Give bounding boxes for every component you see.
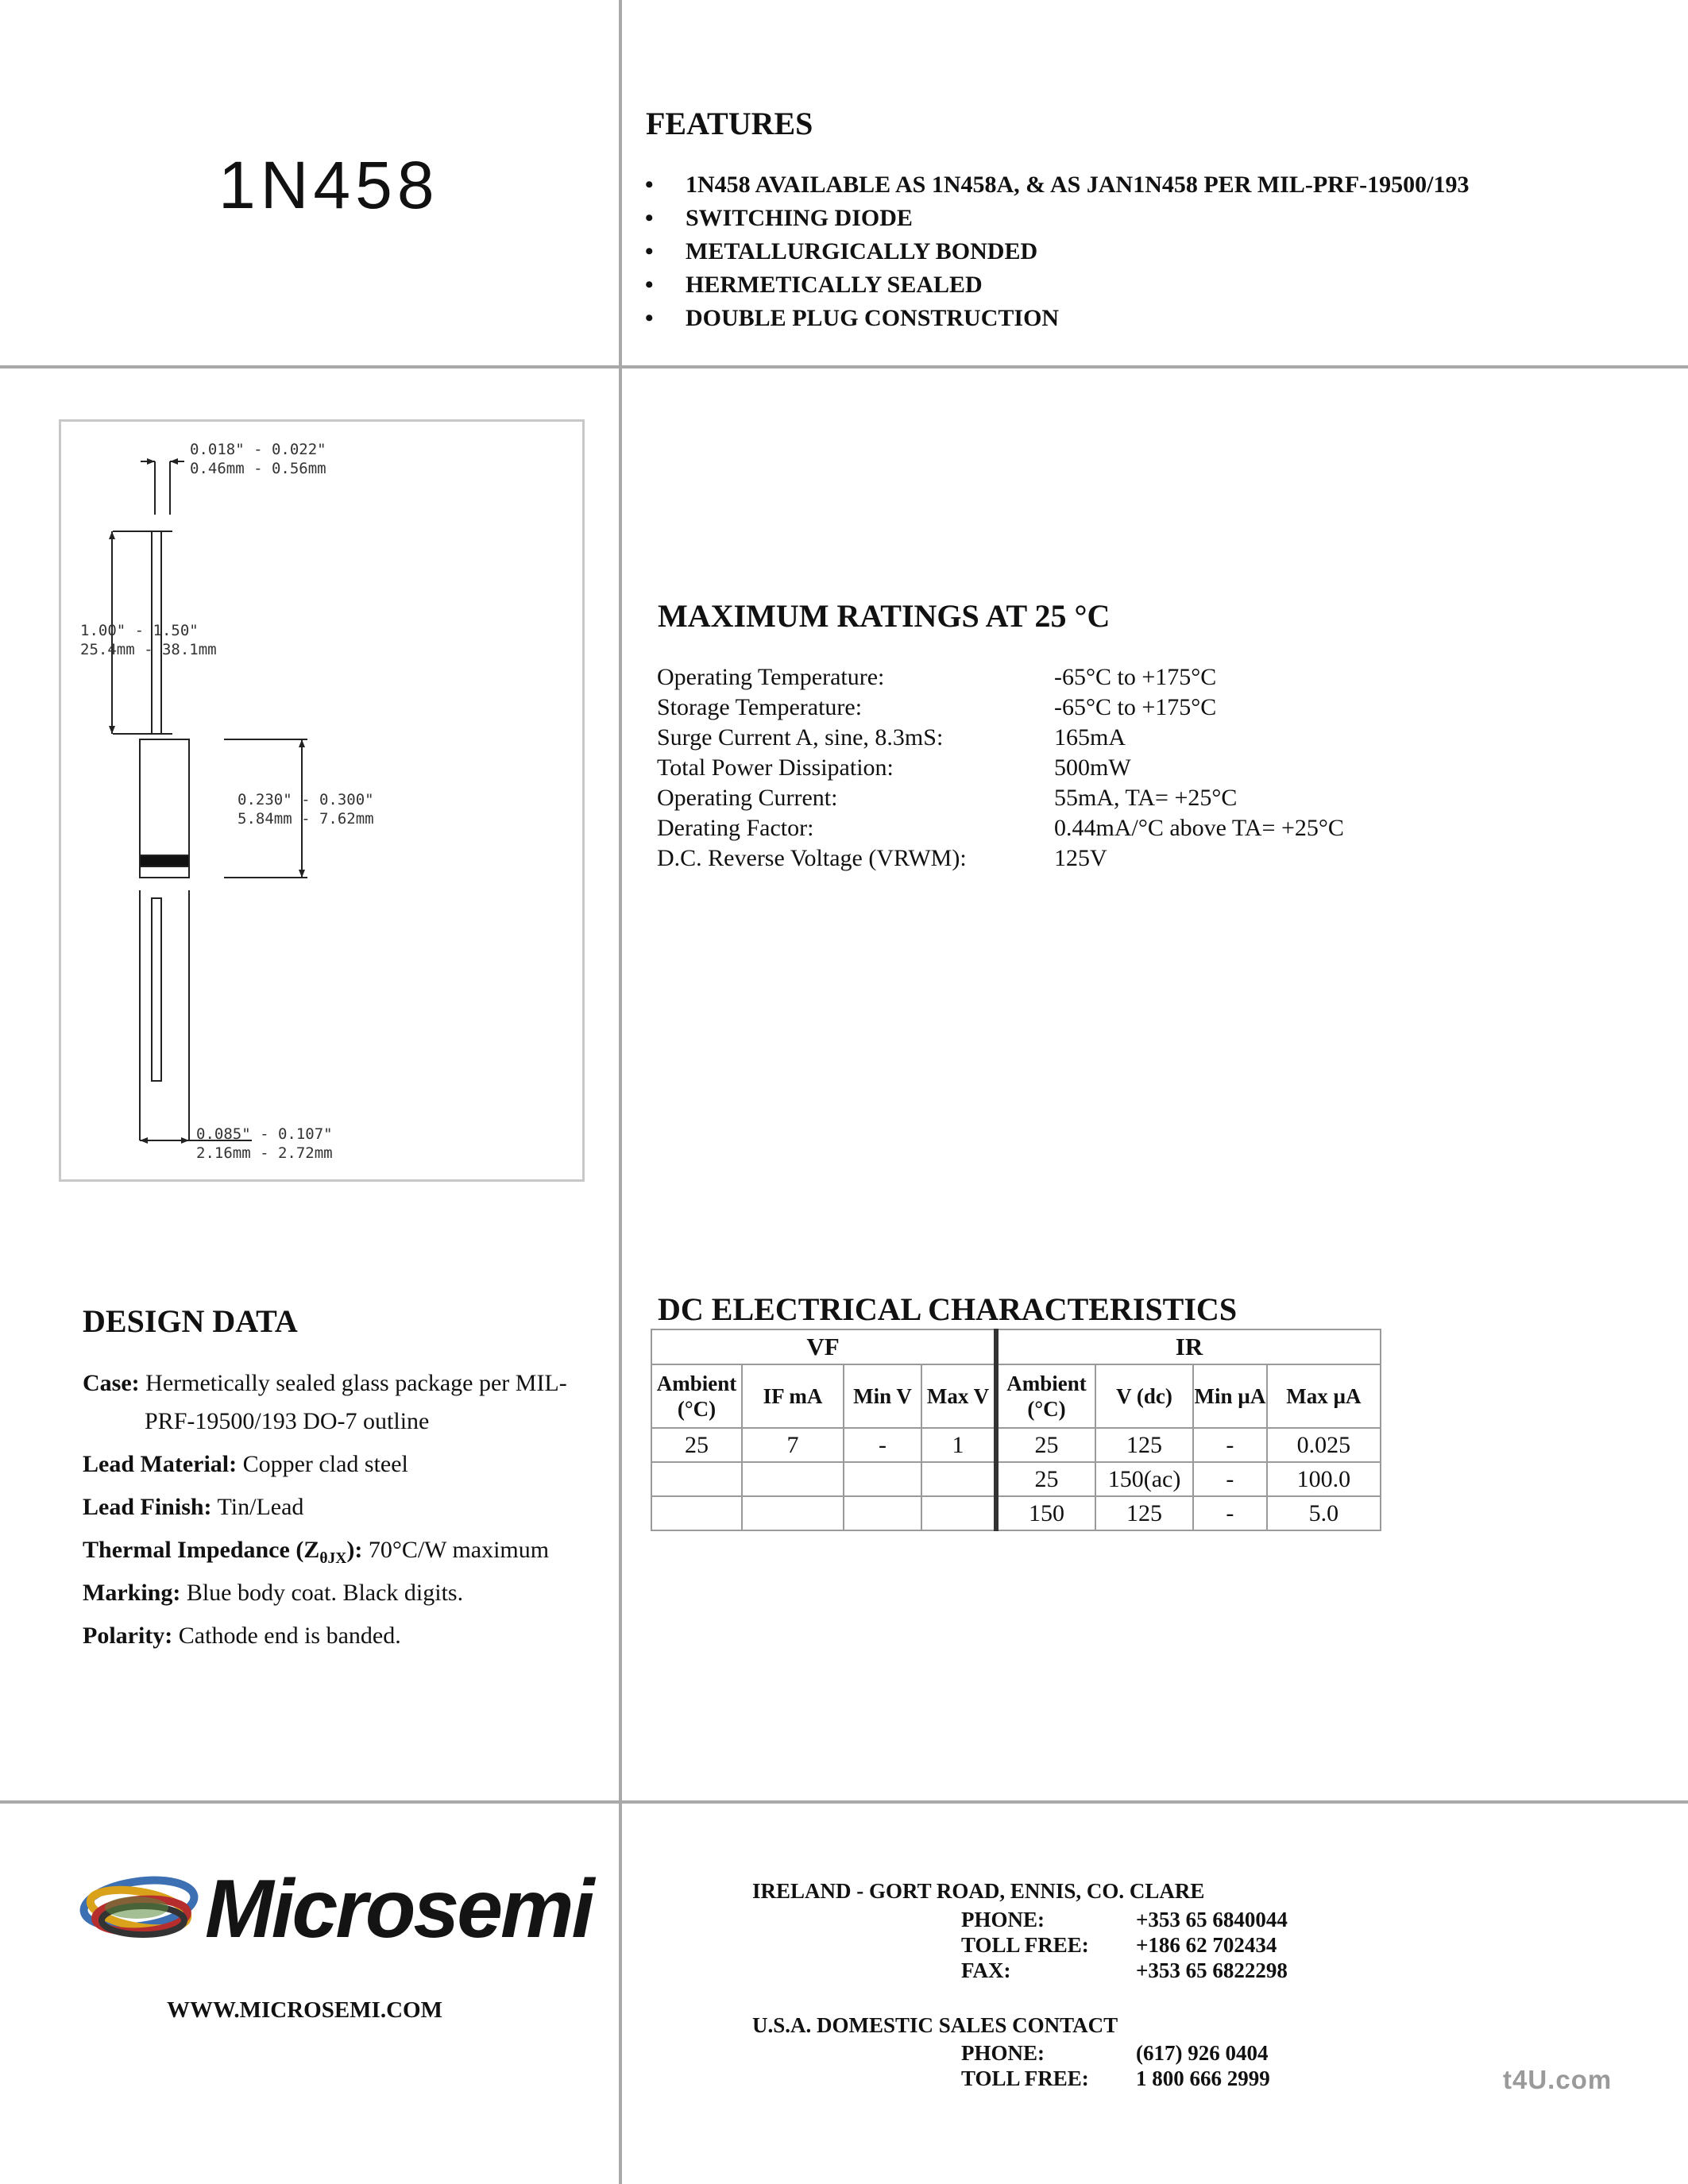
design-data-list bbox=[83, 1366, 567, 1661]
column-header: Ambient (°C) bbox=[996, 1364, 1095, 1428]
bullet-icon: • bbox=[645, 205, 654, 231]
dc-characteristics-table bbox=[651, 1329, 1381, 1531]
design-lead-finish: Lead Finish: Tin/Lead bbox=[83, 1494, 304, 1520]
table-cell: 125 bbox=[1095, 1496, 1193, 1530]
lead-diameter-inch: 0.018" - 0.022" bbox=[190, 441, 326, 458]
rating-value: -65°C to +175°C bbox=[1054, 694, 1217, 720]
contact-value: +186 62 702434 bbox=[1136, 1933, 1277, 1957]
contact-label: TOLL FREE: bbox=[961, 2066, 1089, 2090]
rating-value: -65°C to +175°C bbox=[1054, 664, 1217, 690]
body-length-mm: 5.84mm - 7.62mm bbox=[238, 810, 374, 828]
table-cell: - bbox=[844, 1428, 921, 1462]
feature-item: • METALLURGICALLY BONDED bbox=[642, 235, 1469, 268]
lead-length-mm: 25.4mm - 38.1mm bbox=[80, 641, 217, 658]
contact-label: PHONE: bbox=[961, 2041, 1045, 2065]
diode-outline-drawing bbox=[61, 422, 582, 1179]
table-cell bbox=[742, 1496, 844, 1530]
rating-label: Total Power Dissipation: bbox=[657, 754, 894, 781]
rating-row bbox=[657, 783, 1372, 813]
body-diameter-inch: 0.085" - 0.107" bbox=[196, 1125, 333, 1143]
row-divider-top bbox=[0, 365, 1688, 369]
watermark: t4U.com bbox=[1503, 2065, 1613, 2094]
rating-label: Derating Factor: bbox=[657, 815, 814, 841]
rating-row bbox=[657, 813, 1372, 843]
vf-group-header: VF bbox=[651, 1329, 996, 1364]
rating-row bbox=[657, 723, 1372, 753]
table-cell: - bbox=[1193, 1496, 1267, 1530]
rating-label: Operating Current: bbox=[657, 785, 838, 811]
ireland-contact bbox=[961, 1908, 1358, 1987]
contact-label: PHONE: bbox=[961, 1908, 1045, 1931]
table-cell bbox=[651, 1462, 742, 1496]
contact-value: +353 65 6840044 bbox=[1136, 1908, 1288, 1931]
rating-label: Storage Temperature: bbox=[657, 694, 863, 720]
table-cell: 125 bbox=[1095, 1428, 1193, 1462]
max-ratings-list bbox=[657, 662, 1372, 874]
rating-label: D.C. Reverse Voltage (VRWM): bbox=[657, 845, 967, 871]
rating-row bbox=[657, 753, 1372, 783]
features-list bbox=[642, 168, 1469, 335]
row-divider-bottom bbox=[0, 1800, 1688, 1804]
column-header: IF mA bbox=[742, 1364, 844, 1428]
table-cell: 7 bbox=[742, 1428, 844, 1462]
design-marking: Marking: Blue body coat. Black digits. bbox=[83, 1580, 464, 1606]
lead-diameter-mm: 0.46mm - 0.56mm bbox=[190, 460, 326, 477]
table-cell bbox=[651, 1496, 742, 1530]
column-header: V (dc) bbox=[1095, 1364, 1193, 1428]
contact-value: 1 800 666 2999 bbox=[1136, 2066, 1270, 2090]
body-length-inch: 0.230" - 0.300" bbox=[238, 791, 374, 808]
usa-contact bbox=[961, 2041, 1358, 2097]
rating-label: Operating Temperature: bbox=[657, 664, 885, 690]
rating-value: 125V bbox=[1054, 845, 1107, 871]
rating-row bbox=[657, 662, 1372, 693]
table-cell: 25 bbox=[651, 1428, 742, 1462]
contact-label: TOLL FREE: bbox=[961, 1933, 1089, 1957]
features-heading: FEATURES bbox=[646, 106, 813, 141]
bullet-icon: • bbox=[645, 305, 654, 331]
table-cell: 150(ac) bbox=[1095, 1462, 1193, 1496]
table-cell bbox=[921, 1462, 996, 1496]
part-number-title: 1N458 bbox=[218, 148, 439, 222]
package-drawing bbox=[59, 419, 585, 1182]
max-ratings-heading: MAXIMUM RATINGS AT 25 °C bbox=[658, 598, 1111, 634]
bullet-icon: • bbox=[645, 238, 654, 264]
table-cell: - bbox=[1193, 1428, 1267, 1462]
feature-item: • HERMETICALLY SEALED bbox=[642, 268, 1469, 302]
rating-value: 0.44mA/°C above TA= +25°C bbox=[1054, 815, 1344, 841]
column-header: Ambient (°C) bbox=[651, 1364, 742, 1428]
column-header: Max V bbox=[921, 1364, 996, 1428]
rating-row bbox=[657, 843, 1372, 874]
contact-value: +353 65 6822298 bbox=[1136, 1958, 1288, 1982]
bullet-icon: • bbox=[645, 172, 654, 198]
feature-item: • SWITCHING DIODE bbox=[642, 202, 1469, 235]
table-cell: 100.0 bbox=[1267, 1462, 1381, 1496]
ireland-contact-title: IRELAND - GORT ROAD, ENNIS, CO. CLARE bbox=[752, 1879, 1205, 1903]
contact-label: FAX: bbox=[961, 1958, 1011, 1982]
bullet-icon: • bbox=[645, 272, 654, 298]
design-polarity: Polarity: Cathode end is banded. bbox=[83, 1623, 401, 1649]
feature-item: • 1N458 AVAILABLE AS 1N458A, & AS JAN1N458 PER MIL-PRF-19500/193 bbox=[642, 168, 1469, 202]
design-case: Case: Hermetically sealed glass package per MIL- bbox=[83, 1370, 567, 1396]
rating-value: 165mA bbox=[1054, 724, 1126, 751]
table-cell: 5.0 bbox=[1267, 1496, 1381, 1530]
column-divider bbox=[619, 0, 622, 2184]
table-cell: 1 bbox=[921, 1428, 996, 1462]
rating-label: Surge Current A, sine, 8.3mS: bbox=[657, 724, 944, 751]
rating-value: 55mA, TA= +25°C bbox=[1054, 785, 1238, 811]
table-row bbox=[651, 1428, 1381, 1462]
website-link[interactable]: WWW.MICROSEMI.COM bbox=[167, 1997, 442, 2023]
table-cell bbox=[844, 1462, 921, 1496]
rating-row bbox=[657, 693, 1372, 723]
table-cell: - bbox=[1193, 1462, 1267, 1496]
lead-length-inch: 1.00" - 1.50" bbox=[80, 622, 199, 639]
table-cell: 0.025 bbox=[1267, 1428, 1381, 1462]
column-header: Min µA bbox=[1193, 1364, 1267, 1428]
table-cell bbox=[742, 1462, 844, 1496]
table-row bbox=[651, 1462, 1381, 1496]
rating-value: 500mW bbox=[1054, 754, 1131, 781]
feature-item: • DOUBLE PLUG CONSTRUCTION bbox=[642, 302, 1469, 335]
usa-contact-title: U.S.A. DOMESTIC SALES CONTACT bbox=[752, 2013, 1118, 2037]
microsemi-wordmark: Microsemi bbox=[205, 1863, 593, 1955]
table-row bbox=[651, 1496, 1381, 1530]
column-header: Min V bbox=[844, 1364, 921, 1428]
table-cell: 150 bbox=[996, 1496, 1095, 1530]
column-header: Max µA bbox=[1267, 1364, 1381, 1428]
microsemi-logo-icon bbox=[79, 1868, 214, 1959]
contact-value: (617) 926 0404 bbox=[1136, 2041, 1269, 2065]
table-cell: 25 bbox=[996, 1428, 1095, 1462]
design-data-heading: DESIGN DATA bbox=[83, 1303, 298, 1339]
body-diameter-mm: 2.16mm - 2.72mm bbox=[196, 1144, 333, 1162]
dc-characteristics-heading: DC ELECTRICAL CHARACTERISTICS bbox=[658, 1291, 1238, 1327]
design-lead-material: Lead Material: Copper clad steel bbox=[83, 1451, 408, 1477]
ir-group-header: IR bbox=[996, 1329, 1381, 1364]
design-case-cont: PRF-19500/193 DO-7 outline bbox=[145, 1408, 430, 1434]
design-thermal-impedance: Thermal Impedance $(Z_{\theta JX})$: 70°C/W maximum bbox=[83, 1537, 550, 1567]
table-cell: 25 bbox=[996, 1462, 1095, 1496]
table-cell bbox=[921, 1496, 996, 1530]
table-cell bbox=[844, 1496, 921, 1530]
